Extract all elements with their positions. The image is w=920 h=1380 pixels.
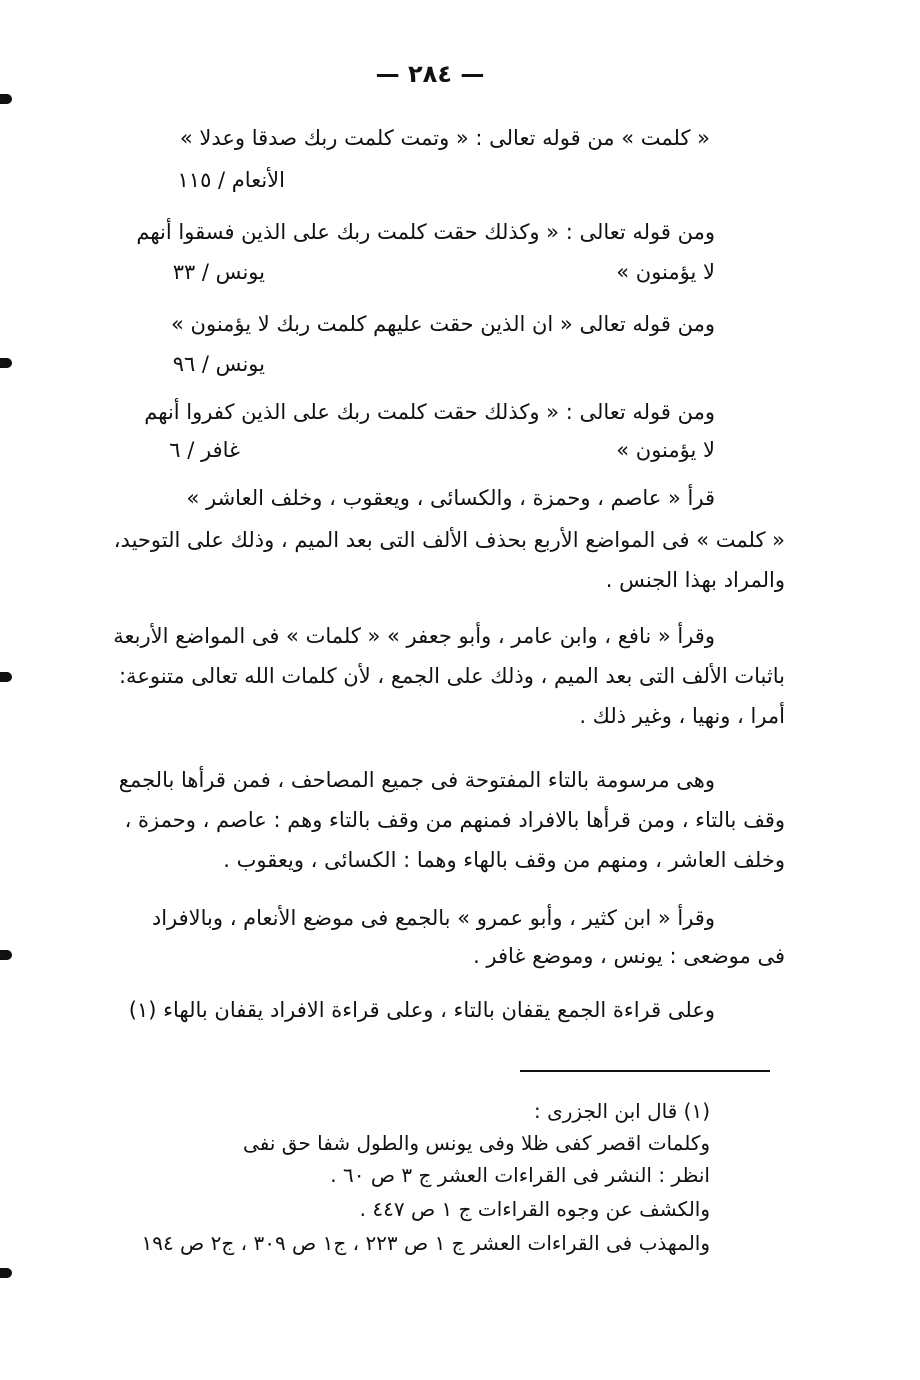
scan-mark bbox=[0, 358, 12, 368]
scan-mark bbox=[0, 94, 12, 104]
text-line: وهى مرسومة بالتاء المفتوحة فى جميع المصاحف ، فمن قرأها بالجمع bbox=[118, 768, 715, 792]
footnote-line: وكلمات اقصر كفى ظلا وفى يونس والطول شفا حق نفى bbox=[243, 1131, 710, 1155]
text-line: « كلمت » فى المواضع الأربع بحذف الألف التى بعد الميم ، وذلك على التوحيد، bbox=[113, 528, 785, 552]
text-line: فى موضعى : يونس ، وموضع غافر . bbox=[473, 944, 785, 968]
text-line: وعلى قراءة الجمع يقفان بالتاء ، وعلى قراءة الافراد يقفان بالهاء (١) bbox=[128, 998, 715, 1022]
scan-mark bbox=[0, 1268, 12, 1278]
footnote-line: انظر : النشر فى القراءات العشر ج ٣ ص ٦٠ . bbox=[330, 1163, 710, 1187]
verse-reference: يونس / ٩٦ bbox=[172, 352, 265, 376]
text-line: وخلف العاشر ، ومنهم من وقف بالهاء وهما : الكسائى ، ويعقوب . bbox=[223, 848, 785, 872]
text-line: ومن قوله تعالى : « وكذلك حقت كلمت ربك على الذين فسقوا أنهم bbox=[136, 220, 715, 244]
text-line: أمرا ، ونهيا ، وغير ذلك . bbox=[579, 704, 785, 728]
text-line: والمراد بهذا الجنس . bbox=[605, 568, 785, 592]
verse-reference: الأنعام / ١١٥ bbox=[177, 168, 285, 192]
page-number: — ٢٨٤ — bbox=[375, 60, 485, 88]
verse-reference: غافر / ٦ bbox=[169, 438, 240, 462]
text-line: باثبات الألف التى بعد الميم ، وذلك على الجمع ، لأن كلمات الله تعالى متنوعة: bbox=[118, 664, 785, 688]
footnote-line: والمهذب فى القراءات العشر ج ١ ص ٢٢٣ ، ج١ ص ٣٠٩ ، ج٢ ص ١٩٤ bbox=[141, 1231, 710, 1255]
footnote-line: (١) قال ابن الجزرى : bbox=[534, 1099, 710, 1123]
footnote-line: والكشف عن وجوه القراءات ج ١ ص ٤٤٧ . bbox=[359, 1197, 710, 1221]
scan-mark bbox=[0, 950, 12, 960]
text-line: « كلمت » من قوله تعالى : « وتمت كلمت ربك صدقا وعدلا » bbox=[179, 126, 710, 150]
verse-reference: يونس / ٣٣ bbox=[172, 260, 265, 284]
text-line: قرأ « عاصم ، وحمزة ، والكسائى ، ويعقوب ، وخلف العاشر » bbox=[186, 486, 715, 510]
text-line: وقف بالتاء ، ومن قرأها بالافراد فمنهم من وقف بالتاء وهم : عاصم ، وحمزة ، bbox=[124, 808, 785, 832]
footnote-divider bbox=[520, 1070, 770, 1072]
text-line: لا يؤمنون » bbox=[616, 260, 715, 284]
text-line: وقرأ « نافع ، وابن عامر ، وأبو جعفر » « كلمات » فى المواضع الأربعة bbox=[113, 624, 715, 648]
scan-mark bbox=[0, 672, 12, 682]
text-line: وقرأ « ابن كثير ، وأبو عمرو » بالجمع فى موضع الأنعام ، وبالافراد bbox=[151, 906, 715, 930]
text-line: لا يؤمنون » bbox=[616, 438, 715, 462]
text-line: ومن قوله تعالى « ان الذين حقت عليهم كلمت ربك لا يؤمنون » bbox=[171, 312, 715, 336]
text-line: ومن قوله تعالى : « وكذلك حقت كلمت ربك على الذين كفروا أنهم bbox=[144, 400, 715, 424]
